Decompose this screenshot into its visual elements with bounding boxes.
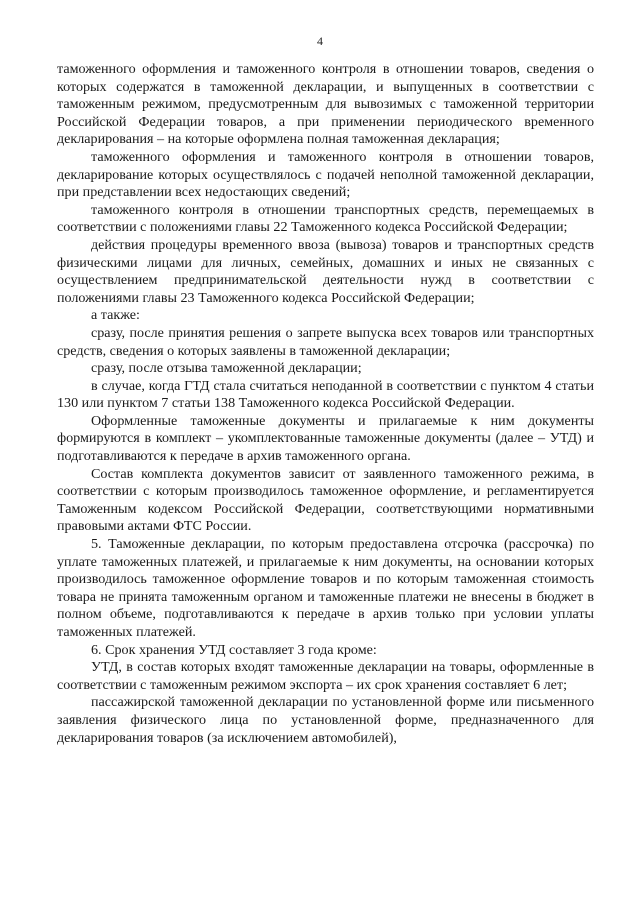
paragraph: таможенного оформления и таможенного контроля в отношении товаров, сведения о которых содержатся в таможенной декларации, и выпущенных в соответствии с таможенным режимом, предусмотренным для вывозимых с таможенной территории Российской Федерации товаров, а при применении периодического временного декларирования – на которые оформлена полная таможенная декларация;: [57, 61, 594, 148]
paragraph: а также:: [91, 307, 140, 324]
paragraph: сразу, после отзыва таможенной декларации;: [91, 360, 362, 377]
paragraph: 6. Срок хранения УТД составляет 3 года кроме:: [91, 641, 377, 658]
paragraph: в случае, когда ГТД стала считаться неподанной в соответствии с пунктом 4 статьи 130 или пунктом 7 статьи 138 Таможенного кодекса Российской Федерации.: [57, 377, 594, 412]
page-number: 4: [317, 34, 323, 48]
paragraph: пассажирской таможенной декларации по установленной форме или письменного заявления физического лица по установленной форме, предназначенного для декларирования товаров (за исключением автомобилей),: [57, 694, 594, 746]
paragraph: сразу, после принятия решения о запрете выпуска всех товаров или транспортных средств, сведения о которых заявлены в таможенной декларации;: [57, 324, 594, 359]
paragraph: Состав комплекта документов зависит от заявленного таможенного режима, в соответствии с которым производилось таможенное оформление, и регламентируется Таможенным кодексом Российской Федерации, соответствующими нормативными правовыми актами ФТС России.: [57, 465, 594, 535]
paragraph: таможенного контроля в отношении транспортных средств, перемещаемых в соответствии с положениями главы 22 Таможенного кодекса Российской Федерации;: [57, 201, 594, 236]
paragraph: действия процедуры временного ввоза (вывоза) товаров и транспортных средств физическими лицами для личных, семейных, домашних и иных не связанных с осуществлением предпринимательской деятельности нужд в соответствии с положениями главы 23 Таможенного кодекса Российской Федерации;: [57, 236, 594, 306]
paragraph: Оформленные таможенные документы и прилагаемые к ним документы формируются в комплект – укомплектованные таможенные документы (далее – УТД) и подготавливаются к передаче в архив таможенного органа.: [57, 412, 594, 465]
document-body: [57, 61, 594, 747]
paragraph: таможенного оформления и таможенного контроля в отношении товаров, декларирование которых осуществлялось с подачей неполной таможенной декларации, при представлении всех недостающих сведений;: [57, 148, 594, 201]
paragraph: УТД, в состав которых входят таможенные декларации на товары, оформленные в соответствии с таможенным режимом экспорта – их срок хранения составляет 6 лет;: [57, 659, 594, 693]
paragraph: 5. Таможенные декларации, по которым предоставлена отсрочка (рассрочка) по уплате таможенных платежей, и прилагаемые к ним документы, на основании которых производилось таможенное оформление товаров и по которым таможенная стоимость товара не принята таможенным органом и таможенные платежи не внесены в бюджет в полном объеме, подготавливаются к передаче в архив только при условии уплаты таможенных платежей.: [57, 536, 594, 640]
